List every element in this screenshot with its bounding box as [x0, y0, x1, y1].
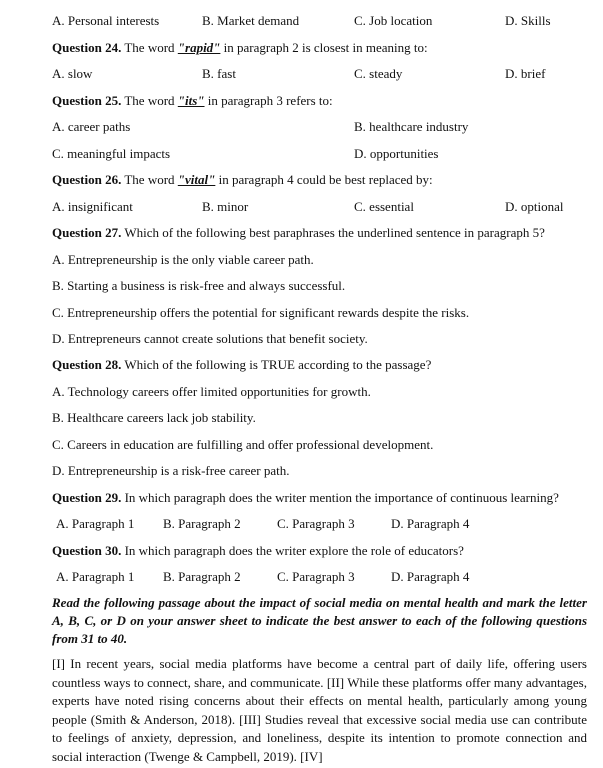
reading-instruction: Read the following passage about the impact of social media on mental health and mark the letter A, B, C, or D on your answer sheet to indicate the best answer to each of the following questions from 31 to 40.	[52, 595, 587, 646]
question-label: Question 30.	[52, 543, 122, 558]
question-28: Question 28. Which of the following is TRUE according to the passage?	[52, 357, 432, 372]
question-label: Question 27.	[52, 225, 122, 240]
q24-option-c: C. steady	[354, 66, 403, 81]
q28-option-a: A. Technology careers offer limited opportunities for growth.	[52, 384, 371, 399]
q24-option-a: A. slow	[52, 66, 93, 81]
q26-option-a: A. insignificant	[52, 199, 133, 214]
q30-option-b: B. Paragraph 2	[163, 569, 241, 584]
q29-option-a: A. Paragraph 1	[56, 516, 135, 531]
q27-option-a: A. Entrepreneurship is the only viable career path.	[52, 252, 314, 267]
q23-option-d: D. Skills	[505, 13, 551, 28]
q25-option-c: C. meaningful impacts	[52, 146, 171, 161]
q29-option-c: C. Paragraph 3	[277, 516, 355, 531]
question-27: Question 27. Which of the following best paraphrases the underlined sentence in paragraph 5?	[52, 225, 545, 240]
q25-option-d: D. opportunities	[354, 146, 439, 161]
q30-option-c: C. Paragraph 3	[277, 569, 355, 584]
q27-option-d: D. Entrepreneurs cannot create solutions that benefit society.	[52, 331, 368, 346]
q28-option-c: C. Careers in education are fulfilling and offer professional development.	[52, 437, 434, 452]
passage-paragraph-1: [I] In recent years, social media platforms have become a central part of daily life, offering users countless ways to connect, share, and communicate. [II] While these platforms offer many advantages, experts have noted rising concerns about their effects on mental health, particularly among young people (Smith & Anderson, 2018). [III] Studies reveal that excessive social media use can contribute to feelings of anxiety, depression, and loneliness, despite its intention to promote connection and social interaction (Twenge & Campbell, 2019). [IV]	[52, 656, 587, 764]
q27-option-b: B. Starting a business is risk-free and always successful.	[52, 278, 346, 293]
q26-option-b: B. minor	[202, 199, 249, 214]
q23-option-a: A. Personal interests	[52, 13, 160, 28]
q25-option-b: B. healthcare industry	[354, 119, 469, 134]
q23-option-b: B. Market demand	[202, 13, 300, 28]
keyword: "its"	[177, 93, 205, 108]
q25-option-a: A. career paths	[52, 119, 131, 134]
question-30: Question 30. In which paragraph does the writer explore the role of educators?	[52, 543, 464, 558]
keyword: "rapid"	[177, 40, 221, 55]
q28-option-d: D. Entrepreneurship is a risk-free career path.	[52, 463, 290, 478]
q23-option-c: C. Job location	[354, 13, 433, 28]
question-label: Question 25.	[52, 93, 122, 108]
q26-option-c: C. essential	[354, 199, 414, 214]
question-label: Question 26.	[52, 172, 122, 187]
question-25: Question 25. The word "its" in paragraph 3 refers to:	[52, 93, 333, 108]
q30-option-d: D. Paragraph 4	[391, 569, 470, 584]
question-label: Question 24.	[52, 40, 122, 55]
question-label: Question 29.	[52, 490, 122, 505]
q29-option-d: D. Paragraph 4	[391, 516, 470, 531]
q27-option-c: C. Entrepreneurship offers the potential for significant rewards despite the risks.	[52, 305, 470, 320]
question-24: Question 24. The word "rapid" in paragraph 2 is closest in meaning to:	[52, 40, 428, 55]
q26-option-d: D. optional	[505, 199, 564, 214]
q24-option-d: D. brief	[505, 66, 546, 81]
keyword: "vital"	[177, 172, 216, 187]
q28-option-b: B. Healthcare careers lack job stability.	[52, 410, 256, 425]
question-26: Question 26. The word "vital" in paragraph 4 could be best replaced by:	[52, 172, 433, 187]
question-label: Question 28.	[52, 357, 122, 372]
q24-option-b: B. fast	[202, 66, 236, 81]
question-29: Question 29. In which paragraph does the writer mention the importance of continuous learning?	[52, 490, 559, 505]
q29-option-b: B. Paragraph 2	[163, 516, 241, 531]
q30-option-a: A. Paragraph 1	[56, 569, 135, 584]
